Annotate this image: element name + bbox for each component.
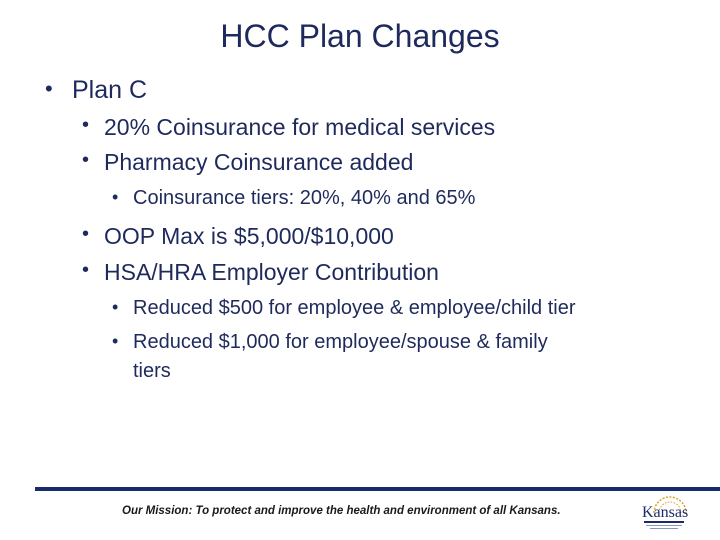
- bullet-text: 20% Coinsurance for medical services: [104, 114, 496, 140]
- bullet-dot-icon: •: [112, 297, 119, 317]
- bullet-text: HSA/HRA Employer Contribution: [104, 259, 439, 285]
- kansas-logo: [640, 495, 690, 533]
- bullet-text: Plan C: [72, 76, 148, 104]
- bullet-dot-icon: •: [82, 149, 90, 171]
- mission-statement: Our Mission: To protect and improve the health and environment of all Kansans.: [122, 505, 561, 517]
- bullet-text-continuation: tiers: [133, 360, 171, 382]
- footer-divider: [35, 487, 720, 491]
- bullet-dot-icon: •: [82, 114, 90, 136]
- bullet-dot-icon: •: [112, 187, 119, 207]
- slide-title: HCC Plan Changes: [220, 18, 500, 54]
- bullet-text: Reduced $1,000 for employee/spouse & family: [133, 331, 548, 353]
- bullet-dot-icon: •: [82, 223, 90, 245]
- bullet-text: OOP Max is $5,000/$10,000: [104, 223, 394, 249]
- bullet-text: Reduced $500 for employee & employee/child tier: [133, 297, 576, 319]
- bullet-dot-icon: •: [82, 259, 90, 281]
- logo-text: Kansas: [642, 504, 689, 521]
- bullet-dot-icon: •: [45, 76, 53, 101]
- bullet-text: Pharmacy Coinsurance added: [104, 149, 414, 175]
- bullet-dot-icon: •: [112, 331, 119, 351]
- bullet-text: Coinsurance tiers: 20%, 40% and 65%: [133, 187, 476, 209]
